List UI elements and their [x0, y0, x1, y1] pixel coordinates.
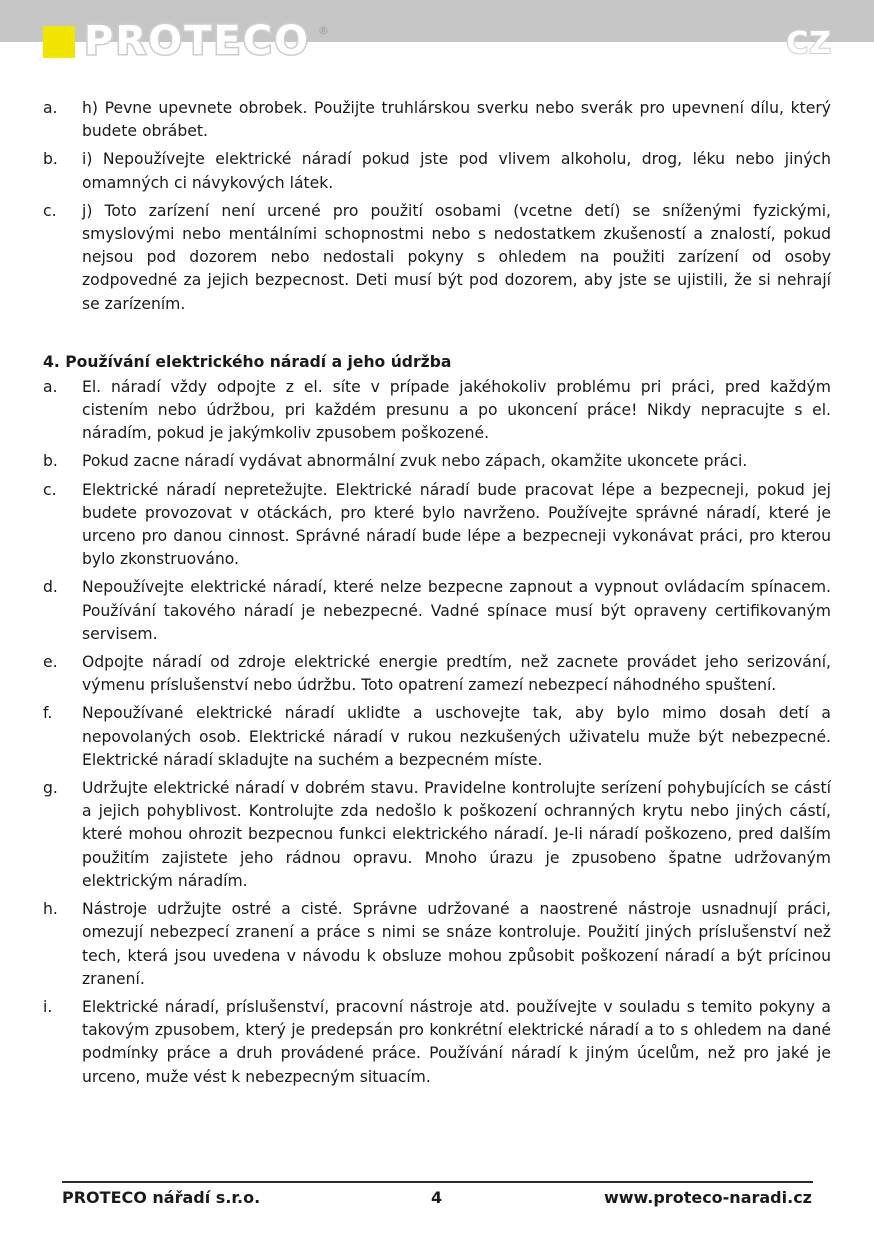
page-number: 4 — [431, 1188, 443, 1207]
list-item — [43, 479, 831, 572]
list-item — [43, 148, 831, 194]
list-marker: g. — [43, 779, 58, 798]
list-text: Nepoužívejte elektrické náradí, které nelze bezpecne zapnout a vypnout ovládacím spínacem. Používání takového náradí je nebezpecné. Vadné spínace musí být opraveny certifikovaným servisem. — [82, 578, 831, 643]
list-item — [43, 777, 831, 893]
section-title: 4. Používání elektrického náradí a jeho údržba — [43, 352, 452, 371]
list-item — [43, 376, 831, 446]
footer-website-link[interactable]: www.proteco-naradi.cz — [603, 1188, 812, 1207]
list-text: Nástroje udržujte ostré a cisté. Správne udržované a naostrené nástroje usnadnují práci, omezují nebezpecí zranení a práce s nimi se snáze kontroluje. Použití jiných príslušenství než tech, která jsou uvedena v návodu k obsluze mohou způsobit poškození náradí a být prícinou zranení. — [82, 900, 831, 988]
list-marker: c. — [43, 201, 57, 220]
list-text: Pokud zacne náradí vydávat abnormální zvuk nebo zápach, okamžite ukoncete práci. — [82, 452, 748, 471]
section-list — [43, 376, 831, 1089]
footer-divider — [62, 1181, 813, 1183]
list-marker: b. — [43, 452, 58, 471]
list-item — [43, 200, 831, 316]
list-item — [43, 898, 831, 991]
brand-logo: PROTECO — [84, 18, 311, 64]
list-text: i) Nepoužívejte elektrické náradí pokud jste pod vlivem alkoholu, drog, léku nebo jiných omamných ci návykových látek. — [82, 150, 831, 192]
list-text: Nepoužívané elektrické náradí uklidte a uschovejte tak, aby bylo mimo dosah detí a nepovolaných osob. Elektrické náradí v rukou nezkušených uživatelu muže být nebezpecné. Elektrické náradí skladujte na suchém a bezpecném míste. — [82, 704, 831, 769]
footer-company: PROTECO nářadí s.r.o. — [62, 1188, 261, 1207]
list-marker: c. — [43, 480, 57, 499]
list-text: j) Toto zarízení není urcené pro použití osobami (vcetne detí) se sníženými fyzickými, smyslovými nebo mentálními schopnostmi nebo s nedostatkem zkušeností a znalostí, pokud nejsou pod dozorem nebo nedostali pokyny s ohledem na použiti zarízení od osoby zodpovedné za jejich bezpecnost. Deti musí být pod dozorem, aby jste se ujistili, že si nehrají se zarízením. — [82, 201, 831, 313]
list-item — [43, 996, 831, 1089]
list-text: Elektrické náradí, príslušenství, pracovní nástroje atd. používejte v souladu s temito pokyny a takovým zpusobem, který je predepsán pro konkrétní elektrické náradí a to s ohledem na dané podmínky práce a druh provádené práce. Používání náradí k jiným úcelům, než pro jaké je urceno, muže vést k nebezpecným situacím. — [82, 997, 831, 1086]
list-item — [43, 97, 831, 143]
list-item — [43, 651, 831, 697]
list-marker: d. — [43, 578, 58, 597]
list-item — [43, 576, 831, 646]
list-marker: a. — [43, 99, 58, 117]
list-item — [43, 702, 831, 772]
logo-square-icon — [43, 26, 75, 58]
list-text: El. náradí vždy odpojte z el. síte v prípade jakéhokoliv problému pri práci, pred každým cistením nebo údržbou, pri každém presunu a po ukoncení práce! Nikdy nepracujte s el. náradím, pokud je jakýmkoliv zpusobem poškozené. — [82, 377, 831, 443]
list-marker: h. — [43, 900, 58, 919]
list-marker: a. — [43, 377, 58, 396]
list-marker: i. — [43, 997, 53, 1016]
list-text: Odpojte náradí od zdroje elektrické energie predtím, než zacnete provádet jeho serizování, výmenu príslušenství nebo údržbu. Toto opatrení zamezí nebezpecí náhodného spuštení. — [82, 653, 831, 695]
list-text: h) Pevne upevnete obrobek. Použijte truhlárskou sverku nebo sverák pro upevnení dílu, který budete obrábet. — [82, 99, 831, 141]
list-marker: f. — [43, 704, 53, 723]
list-marker: b. — [43, 150, 58, 169]
list-marker: e. — [43, 653, 58, 672]
list-text: Elektrické náradí nepretežujte. Elektrické náradí bude pracovat lépe a bezpecneji, pokud jej budete provozovat v otáckách, pro které bylo navrženo. Používejte správné náradí, které je urceno pro danou cinnost. Správné náradí bude lépe a bezpecneji vykonávat práci, pro kterou bylo zkonstruováno. — [82, 480, 831, 569]
page-content — [43, 97, 831, 1094]
list-text: Udržujte elektrické náradí v dobrém stavu. Pravidelne kontrolujte serízení pohybujících se cástí a jejich pohyblivost. Kontrolujte zda nedošlo k poškození ochranných krytu nebo jiných cástí, které mohou ohrozit bezpecnou funkci elektrického náradí. Je-li náradí poškozeno, pred dalším použitím zajistete jeho rádnou opravu. Mnoho úrazu je zpusobeno špatne udržovaným elektrickým náradím. — [82, 779, 831, 890]
intro-list — [43, 97, 831, 316]
country-code: CZ — [786, 26, 832, 61]
list-item — [43, 450, 831, 473]
registered-mark: ® — [318, 24, 329, 37]
